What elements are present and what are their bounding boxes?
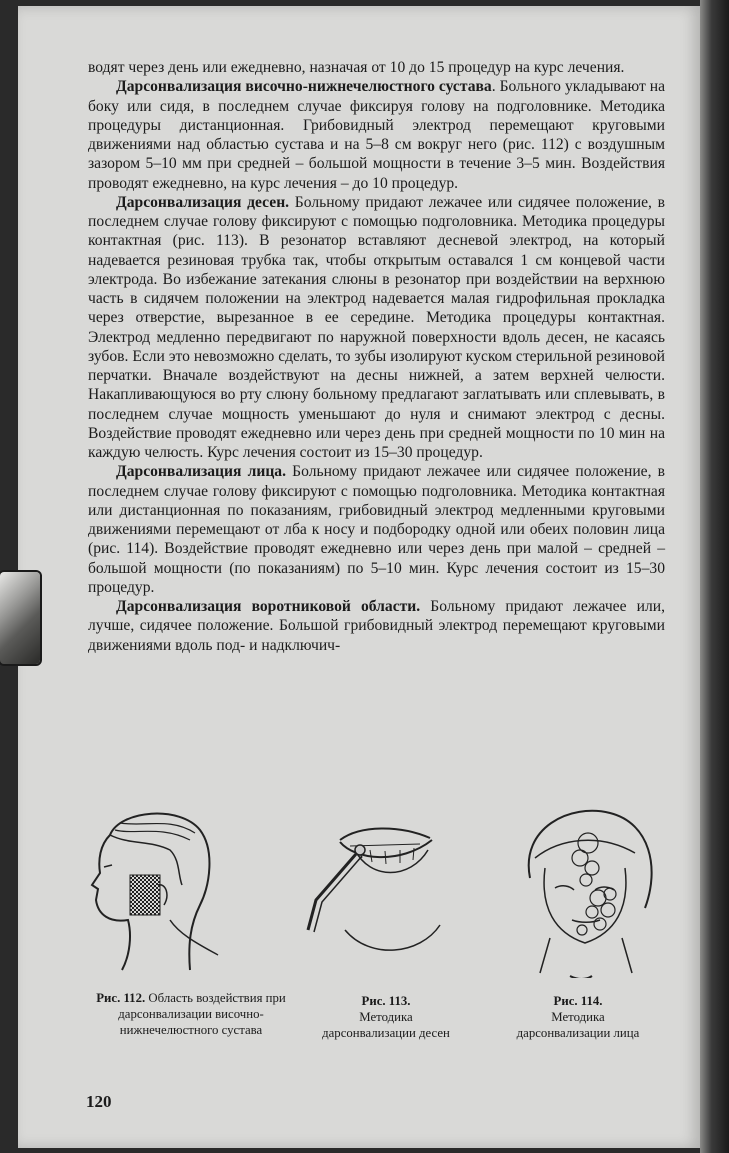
body-text: [88, 58, 665, 655]
paragraph-collar: [88, 597, 665, 655]
figure-caption-text: Область воздействия при дарсонвализации височно-нижнечелюстного сустава: [118, 991, 286, 1037]
paragraph-body: Больному придают лежачее или сидячее положение, в последнем случае голову фиксируют с помощью подголовника. Методика процедуры контактная (рис. 113). В резонатор вставляют десневой электрод, на который надевается резиновая трубка так, чтобы открытым оставался 1 см концевой части электрода. Во избежание затекания слюны в резонатор при воздействии на верхнюю часть в сидячем положении на электрод надевается малая гидрофильная прокладка через отверстие, вырезанное в ее середине. Методика процедуры контактная. Электрод медленно передвигают по наружной поверхности вдоль десен, не касаясь зубов. Если это невозможно сделать, то зубы изолируют куском стерильной резиновой перчатки. Вначале воздействуют на десны нижней, а затем верхней челюсти. Накапливающуюся во рту слюну больному предлагают заглатывать или сплевывать, в последнем случае мощность уменьшают до нуля и снимают электрод с десны. Воздействие проводят ежедневно или через день при средней мощности по 10 мин на каждую челюсть. Курс лечения состоит из 15–30 процедур.: [88, 193, 665, 461]
paragraph-continued: водят через день или ежедневно, назначая от 10 до 15 процедур на курс лечения.: [88, 59, 625, 76]
figure-112-caption: [88, 990, 294, 1038]
figure-label: Рис. 112.: [96, 991, 146, 1005]
figure-label: Рис. 113.: [361, 994, 411, 1008]
paragraph-body: . Больного укладывают на боку или сидя, в последнем случае фиксируя голову на подголовнике. Методика процедуры дистанционная. Грибовидный электрод перемещают круговыми движениями над областью сустава и на 5–8 см вокруг него (рис. 112) с воздушным зазором 5–10 мм при средней – большой мощности в течение 3–5 мин. Воздействия проводят ежедневно, на курс лечения – до 10 процедур.: [88, 78, 666, 192]
paragraph-heading: Дарсонвализация височно-нижнечелюстного сустава: [116, 78, 492, 96]
figure-caption-text: Методика дарсонвализации десен: [322, 1010, 450, 1040]
figure-label: Рис. 114.: [553, 994, 603, 1008]
paragraph-tmj: [88, 77, 665, 193]
page-number: 120: [86, 1092, 112, 1111]
paragraph-heading: Дарсонвализация лица.: [116, 463, 287, 481]
paragraph-heading: Дарсонвализация воротниковой области.: [116, 598, 421, 615]
paragraph-heading: Дарсонвализация десен.: [116, 193, 290, 211]
figure-113-illustration: [300, 820, 450, 970]
paragraph-face: [88, 462, 665, 597]
figure-112-illustration: [70, 805, 220, 975]
paragraph-body: Больному придают лежачее или, лучше, сидячее положение. Большой грибовидный электрод перемещают круговыми движениями вдоль под- и надключич-: [88, 598, 665, 654]
figure-114-illustration: [510, 808, 660, 978]
paragraph-body: Больному придают лежачее или сидячее положение, в последнем случае голову фиксируют с помощью подголовника. Методика контактная или дистанционная по показаниям, грибовидный электрод медленными круговыми движениями перемещают от лба к носу и подбородку одной или обеих половин лица (рис. 114). Воздействие проводят ежедневно или через день при малой – средней – большой мощности (по показаниям) по 5–10 мин. Курс лечения состоит из 15–30 процедур.: [88, 463, 665, 596]
page-edge-shadow: [700, 0, 729, 1153]
figure-114-caption: [508, 993, 648, 1041]
figure-113-caption: [318, 993, 454, 1041]
scanner-clip: [0, 572, 40, 664]
paragraph-gums: [88, 193, 665, 463]
figure-caption-text: Методика дарсонвализации лица: [516, 1010, 640, 1040]
